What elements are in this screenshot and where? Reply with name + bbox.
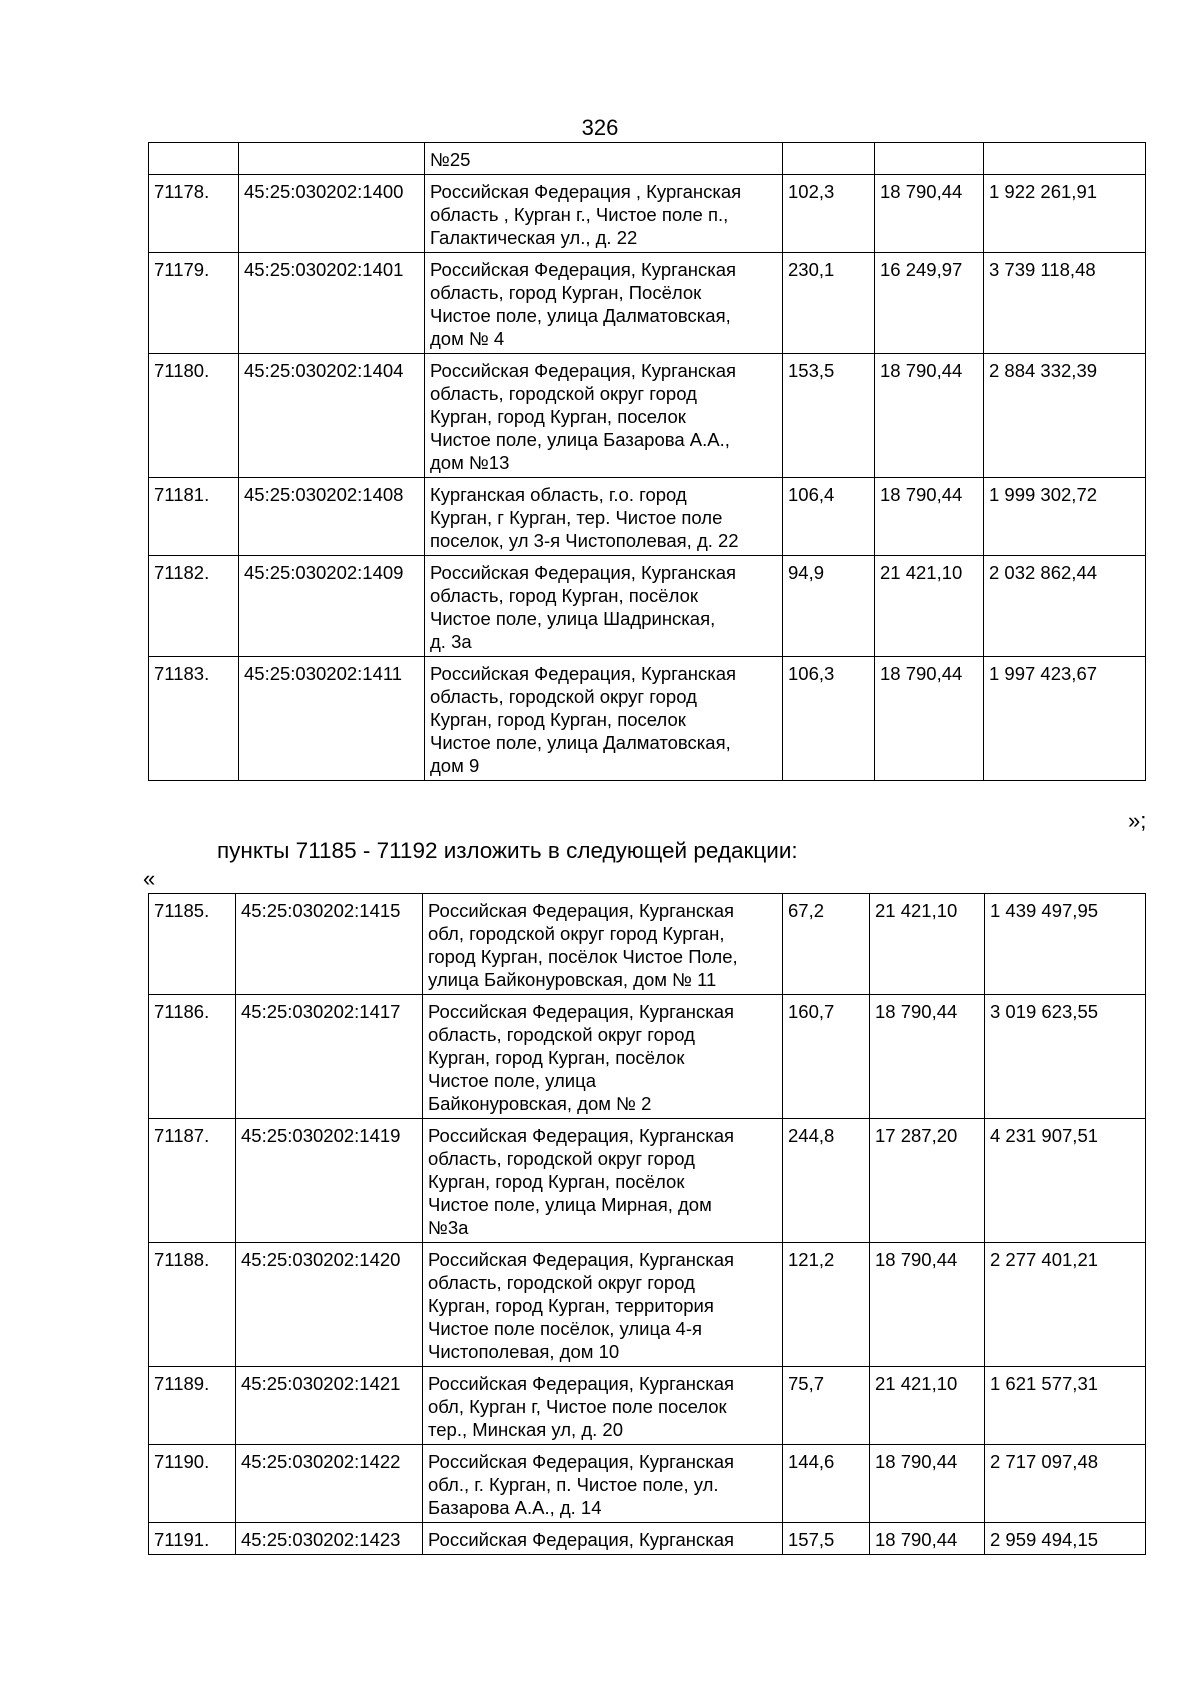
cadastral-number: 45:25:030202:1404 [239,354,425,478]
cadastral-value-table-amended [148,893,1146,1555]
cadastral-number: 45:25:030202:1420 [236,1243,423,1367]
item-number [149,143,239,175]
cadastral-value [984,143,1146,175]
cadastral-number [239,143,425,175]
area: 144,6 [783,1445,870,1523]
item-number: 71185. [149,894,236,995]
item-number: 71182. [149,556,239,657]
cadastral-number: 45:25:030202:1411 [239,657,425,781]
area: 157,5 [783,1523,870,1555]
cadastral-value: 3 739 118,48 [984,253,1146,354]
amendment-instruction: пункты 71185 - 71192 изложить в следующей редакции: [217,838,798,863]
area: 160,7 [783,995,870,1119]
address: Российская Федерация, Курганская область, город Курган, Посёлок Чистое поле, улица Далматовская, дом № 4 [425,253,783,354]
specific-value: 18 790,44 [870,1243,985,1367]
address: Российская Федерация, Курганская область, городской округ город Курган, город Курган, посёлок Чистое поле, улица Байконуровская, дом № 2 [423,995,783,1119]
specific-value: 18 790,44 [875,657,984,781]
cadastral-value: 1 439 497,95 [985,894,1146,995]
cadastral-value: 1 922 261,91 [984,175,1146,253]
area: 106,4 [783,478,875,556]
cadastral-number: 45:25:030202:1422 [236,1445,423,1523]
table-row [149,1367,1146,1445]
address: №25 [425,143,783,175]
page-number: 326 [581,115,619,140]
specific-value: 21 421,10 [875,556,984,657]
table-row [149,894,1146,995]
cadastral-value: 4 231 907,51 [985,1119,1146,1243]
cadastral-value: 1 621 577,31 [985,1367,1146,1445]
table-row [149,1523,1146,1555]
cadastral-value: 1 997 423,67 [984,657,1146,781]
item-number: 71188. [149,1243,236,1367]
table-row [149,253,1146,354]
address: Российская Федерация, Курганская обл., г. Курган, п. Чистое поле, ул. Базарова А.А., д. 14 [423,1445,783,1523]
specific-value: 18 790,44 [870,1523,985,1555]
item-number: 71181. [149,478,239,556]
address: Российская Федерация, Курганская область, городской округ город Курган, город Курган, поселок Чистое поле, улица Далматовская, дом 9 [425,657,783,781]
specific-value: 17 287,20 [870,1119,985,1243]
item-number: 71187. [149,1119,236,1243]
cadastral-value: 2 032 862,44 [984,556,1146,657]
table-row [149,354,1146,478]
specific-value: 21 421,10 [870,894,985,995]
cadastral-number: 45:25:030202:1409 [239,556,425,657]
cadastral-number: 45:25:030202:1400 [239,175,425,253]
table-row [149,478,1146,556]
cadastral-value: 2 277 401,21 [985,1243,1146,1367]
item-number: 71178. [149,175,239,253]
area: 75,7 [783,1367,870,1445]
area: 106,3 [783,657,875,781]
cadastral-number: 45:25:030202:1417 [236,995,423,1119]
area [783,143,875,175]
table-row [149,143,1146,175]
table-row [149,1243,1146,1367]
cadastral-number: 45:25:030202:1401 [239,253,425,354]
specific-value: 21 421,10 [870,1367,985,1445]
table-row [149,995,1146,1119]
item-number: 71180. [149,354,239,478]
cadastral-value: 2 959 494,15 [985,1523,1146,1555]
cadastral-value-table-continued [148,142,1146,781]
cadastral-number: 45:25:030202:1423 [236,1523,423,1555]
area: 153,5 [783,354,875,478]
address: Российская Федерация , Курганская область , Курган г., Чистое поле п., Галактическая ул., д. 22 [425,175,783,253]
area: 121,2 [783,1243,870,1367]
cadastral-number: 45:25:030202:1421 [236,1367,423,1445]
address: Российская Федерация, Курганская область, город Курган, посёлок Чистое поле, улица Шадринская, д. 3а [425,556,783,657]
item-number: 71179. [149,253,239,354]
area: 230,1 [783,253,875,354]
address: Российская Федерация, Курганская обл, Курган г, Чистое поле поселок тер., Минская ул, д. 20 [423,1367,783,1445]
table-row [149,1119,1146,1243]
area: 244,8 [783,1119,870,1243]
item-number: 71190. [149,1445,236,1523]
item-number: 71186. [149,995,236,1119]
cadastral-value: 1 999 302,72 [984,478,1146,556]
specific-value: 18 790,44 [870,1445,985,1523]
address: Российская Федерация, Курганская область, городской округ город Курган, город Курган, поселок Чистое поле, улица Базарова А.А., дом №13 [425,354,783,478]
closing-quote: »; [1128,808,1147,833]
specific-value: 18 790,44 [875,478,984,556]
specific-value: 16 249,97 [875,253,984,354]
area: 67,2 [783,894,870,995]
cadastral-number: 45:25:030202:1419 [236,1119,423,1243]
address: Российская Федерация, Курганская область, городской округ город Курган, город Курган, посёлок Чистое поле, улица Мирная, дом №3а [423,1119,783,1243]
area: 102,3 [783,175,875,253]
opening-quote: « [143,866,156,891]
cadastral-number: 45:25:030202:1408 [239,478,425,556]
cadastral-number: 45:25:030202:1415 [236,894,423,995]
cadastral-value: 2 884 332,39 [984,354,1146,478]
table-row [149,1445,1146,1523]
item-number: 71191. [149,1523,236,1555]
specific-value [875,143,984,175]
cadastral-value: 3 019 623,55 [985,995,1146,1119]
item-number: 71183. [149,657,239,781]
specific-value: 18 790,44 [875,354,984,478]
address: Курганская область, г.о. город Курган, г Курган, тер. Чистое поле поселок, ул 3-я Чистополевая, д. 22 [425,478,783,556]
table-row [149,657,1146,781]
area: 94,9 [783,556,875,657]
item-number: 71189. [149,1367,236,1445]
table-row [149,175,1146,253]
address: Российская Федерация, Курганская обл, городской округ город Курган, город Курган, посёлок Чистое Поле, улица Байконуровская, дом № 11 [423,894,783,995]
specific-value: 18 790,44 [870,995,985,1119]
specific-value: 18 790,44 [875,175,984,253]
table-row [149,556,1146,657]
address: Российская Федерация, Курганская область, городской округ город Курган, город Курган, территория Чистое поле посёлок, улица 4-я Чистополевая, дом 10 [423,1243,783,1367]
cadastral-value: 2 717 097,48 [985,1445,1146,1523]
address: Российская Федерация, Курганская [423,1523,783,1555]
